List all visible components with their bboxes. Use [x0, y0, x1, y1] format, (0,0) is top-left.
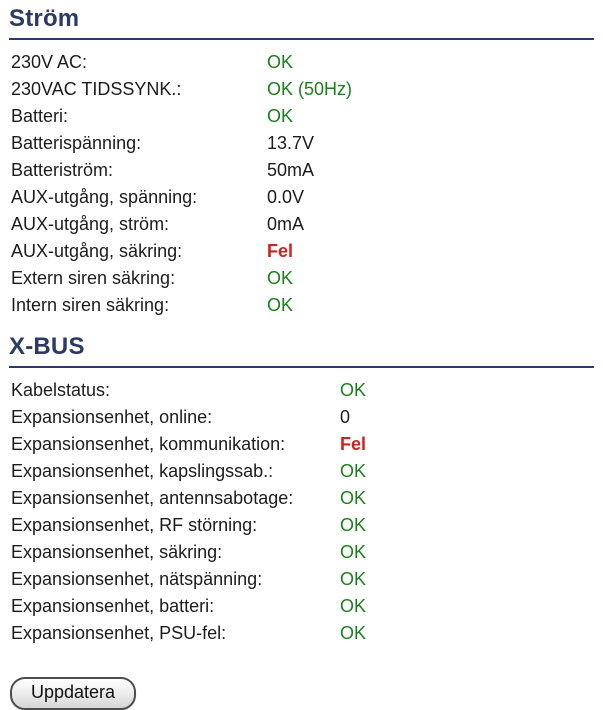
- status-label: Batteri:: [11, 106, 69, 126]
- status-label: Expansionsenhet, batteri:: [11, 596, 215, 616]
- status-label: Batteriström:: [11, 160, 114, 180]
- status-label: Extern siren säkring:: [11, 268, 176, 288]
- update-button[interactable]: Uppdatera: [10, 677, 136, 710]
- status-label: Expansionsenhet, nätspänning:: [11, 569, 263, 589]
- status-value: OK: [340, 542, 367, 562]
- status-value: 0.0V: [267, 187, 305, 207]
- status-row: [11, 238, 594, 265]
- status-value: 0mA: [267, 214, 305, 234]
- status-value: OK: [340, 515, 367, 535]
- status-label: Expansionsenhet, kapslingssab.:: [11, 461, 274, 481]
- status-label: Expansionsenhet, kommunikation:: [11, 434, 286, 454]
- status-label: 230V AC:: [11, 52, 88, 72]
- status-value: OK: [340, 380, 367, 400]
- status-label: AUX-utgång, spänning:: [11, 187, 198, 207]
- status-row: [11, 76, 594, 103]
- status-row: [11, 566, 594, 593]
- status-row: [11, 593, 594, 620]
- status-value: OK: [267, 268, 294, 288]
- section-title: Ström: [9, 5, 594, 40]
- status-row: [11, 130, 594, 157]
- status-label: Batterispänning:: [11, 133, 142, 153]
- sections-host: [9, 5, 594, 647]
- status-label: Expansionsenhet, RF störning:: [11, 515, 258, 535]
- status-label: Expansionsenhet, antennsabotage:: [11, 488, 294, 508]
- status-value: OK: [267, 52, 294, 72]
- status-row: [11, 157, 594, 184]
- status-section: [9, 5, 594, 319]
- status-row: [11, 539, 594, 566]
- status-section: [9, 333, 594, 647]
- status-row: [11, 292, 594, 319]
- status-row: [11, 49, 594, 76]
- status-value: OK: [340, 596, 367, 616]
- status-value: Fel: [267, 241, 294, 261]
- status-value: OK: [340, 623, 367, 643]
- status-row: [11, 184, 594, 211]
- status-value: Fel: [340, 434, 367, 454]
- status-row: [11, 211, 594, 238]
- status-value: 50mA: [267, 160, 315, 180]
- status-table: [9, 377, 594, 647]
- status-label: Expansionsenhet, säkring:: [11, 542, 223, 562]
- status-label: AUX-utgång, ström:: [11, 214, 170, 234]
- status-label: 230VAC TIDSSYNK.:: [11, 79, 182, 99]
- status-row: [11, 620, 594, 647]
- status-row: [11, 431, 594, 458]
- status-row: [11, 377, 594, 404]
- status-table: [9, 49, 594, 319]
- status-row: [11, 485, 594, 512]
- status-label: Kabelstatus:: [11, 380, 111, 400]
- status-row: [11, 512, 594, 539]
- status-value: OK: [340, 488, 367, 508]
- status-label: Expansionsenhet, online:: [11, 407, 213, 427]
- section-title: X-BUS: [9, 333, 594, 368]
- status-row: [11, 404, 594, 431]
- status-value: OK: [340, 461, 367, 481]
- status-value: OK (50Hz): [267, 79, 353, 99]
- status-row: [11, 265, 594, 292]
- status-row: [11, 103, 594, 130]
- status-label: AUX-utgång, säkring:: [11, 241, 183, 261]
- status-value: OK: [267, 106, 294, 126]
- status-row: [11, 458, 594, 485]
- status-label: Expansionsenhet, PSU-fel:: [11, 623, 227, 643]
- status-value: 13.7V: [267, 133, 315, 153]
- status-value: OK: [267, 295, 294, 315]
- status-label: Intern siren säkring:: [11, 295, 170, 315]
- status-value: 0: [340, 407, 351, 427]
- status-value: OK: [340, 569, 367, 589]
